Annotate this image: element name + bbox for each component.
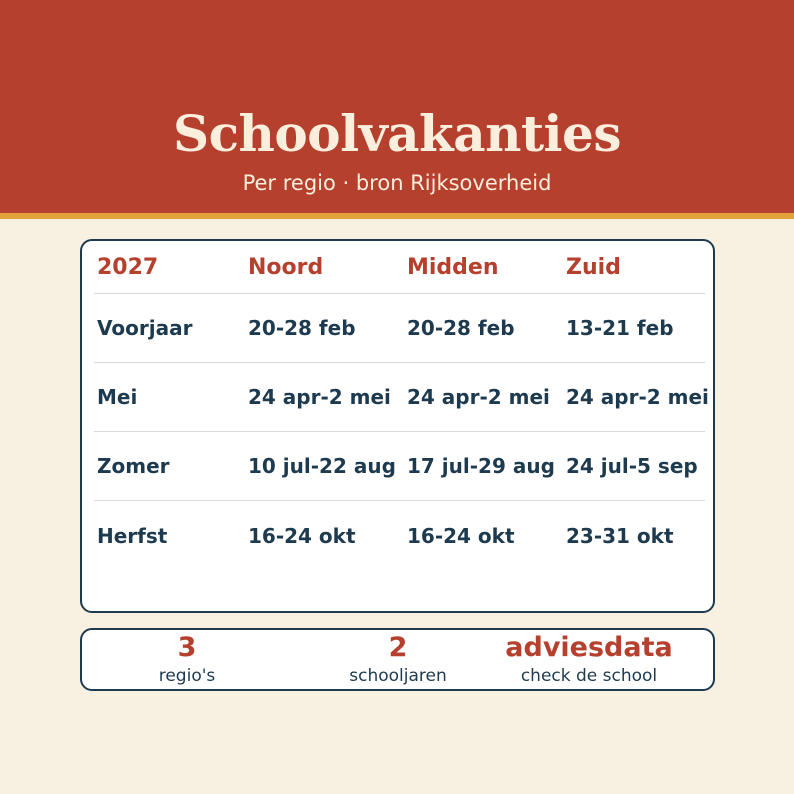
cell-zuid: 13-21 feb (566, 316, 674, 340)
cell-zuid: 23-31 okt (566, 523, 674, 548)
cell-midden: 17 jul-29 aug (407, 454, 555, 478)
row-label: Voorjaar (97, 316, 193, 340)
table-header-year: 2027 (97, 254, 159, 280)
stat-label: schooljaren (349, 666, 447, 686)
stat-label: regio's (158, 666, 216, 686)
table-header-row (94, 241, 705, 294)
header-accent-stripe (0, 213, 794, 219)
table-header-zuid: Zuid (566, 254, 621, 280)
table-row (94, 432, 705, 501)
row-label: Herfst (97, 523, 168, 548)
page-title: Schoolvakanties (173, 104, 621, 163)
stat-value: adviesdata (505, 632, 673, 663)
row-label: Zomer (97, 454, 170, 478)
cell-noord: 20-28 feb (248, 316, 356, 340)
vacation-table-card (80, 239, 715, 613)
cell-zuid: 24 apr-2 mei (566, 385, 709, 409)
cell-midden: 24 apr-2 mei (407, 385, 550, 409)
table-row (94, 363, 709, 432)
stat-value: 2 (388, 632, 408, 663)
page-subtitle: Per regio · bron Rijksoverheid (242, 171, 552, 195)
table-header-midden: Midden (407, 254, 499, 280)
cell-noord: 24 apr-2 mei (248, 385, 391, 409)
table-header-noord: Noord (248, 254, 324, 280)
cell-midden: 16-24 okt (407, 523, 515, 548)
cell-zuid: 24 jul-5 sep (566, 454, 698, 478)
cell-midden: 20-28 feb (407, 316, 515, 340)
stat-value: 3 (177, 632, 197, 663)
table-row (94, 294, 705, 363)
stats-bar (80, 628, 715, 691)
row-label: Mei (97, 385, 138, 409)
table-row (94, 501, 705, 570)
cell-noord: 10 jul-22 aug (248, 454, 396, 478)
cell-noord: 16-24 okt (248, 523, 356, 548)
stat-label: check de school (520, 666, 658, 686)
